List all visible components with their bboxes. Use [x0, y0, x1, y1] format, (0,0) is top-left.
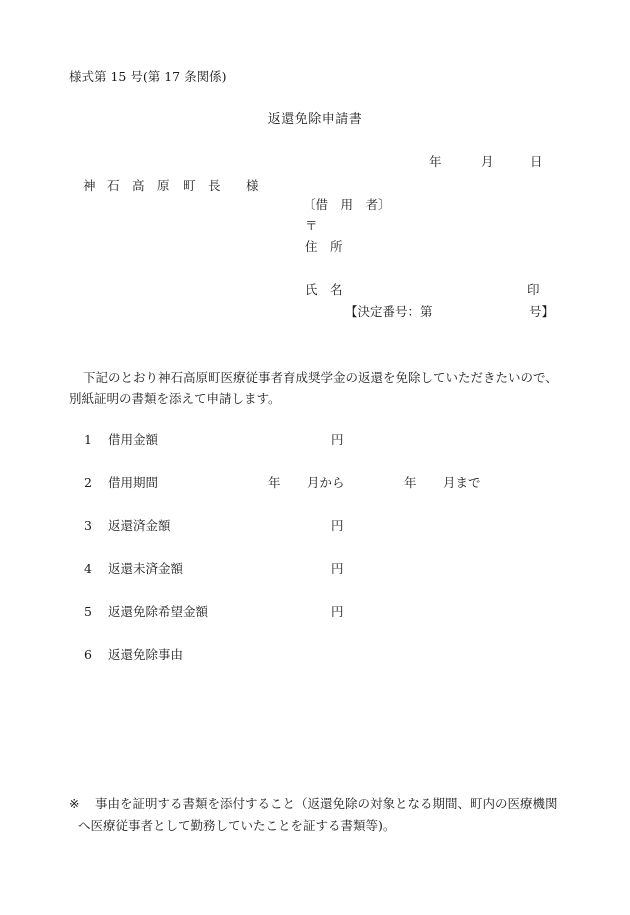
addressee-honorific: 様	[246, 178, 259, 193]
item-label-exemption-amount: 返還免除希望金額	[108, 604, 209, 619]
seal-mark: 印	[527, 282, 540, 297]
addressee	[83, 180, 259, 193]
note-text-line: へ医療従事者として勤務していたことを証する書類等)。	[78, 818, 396, 833]
postal-mark: 〒	[305, 218, 318, 233]
body-text-line: 下記のとおり神石高原町医療従事者育成奨学金の返還を免除していただきたいので、	[83, 370, 558, 385]
document-title: 返還免除申請書	[267, 112, 363, 127]
item-label-loan-period: 借用期間	[108, 475, 159, 490]
item-number: 5	[84, 604, 92, 619]
item-label-unpaid-amount: 返還未済金額	[108, 561, 184, 576]
addressee-char: 高	[132, 178, 145, 193]
item-label-exemption-reason: 返還免除事由	[108, 647, 184, 662]
decision-number-suffix: 号】	[529, 304, 555, 319]
period-to-year: 年	[404, 475, 417, 490]
borrower-label: 〔借 用 者〕	[303, 197, 391, 212]
item-number: 2	[84, 475, 92, 490]
body-text-line: 別紙証明の書類を添えて申請します。	[69, 391, 281, 406]
addressee-char: 長	[208, 178, 221, 193]
item-label-loan-amount: 借用金額	[108, 432, 159, 447]
item-unit-yen: 円	[331, 604, 344, 619]
form-number: 様式第 15 号(第 17 条関係)	[69, 69, 227, 84]
addressee-char: 神	[83, 178, 96, 193]
addressee-char: 町	[183, 178, 196, 193]
decision-number-label: 【決定番号：第	[345, 304, 433, 319]
item-unit-yen: 円	[331, 561, 344, 576]
period-from-year: 年	[268, 475, 281, 490]
item-number: 3	[84, 518, 92, 533]
item-number: 4	[84, 561, 92, 576]
item-unit-yen: 円	[331, 518, 344, 533]
period-from-month: 月から	[307, 475, 345, 490]
name-label: 氏 名	[305, 282, 343, 297]
note-text-line: 事由を証明する書類を添付すること（返還免除の対象となる期間、町内の医療機関	[95, 796, 558, 811]
date-year-label: 年	[429, 154, 442, 169]
date-month-label: 月	[481, 154, 494, 169]
period-to-month: 月まで	[443, 475, 481, 490]
addressee-char: 原	[157, 178, 170, 193]
note-mark: ※	[69, 796, 80, 811]
item-number: 1	[84, 432, 92, 447]
item-unit-yen: 円	[331, 432, 344, 447]
date-day-label: 日	[530, 154, 543, 169]
item-number: 6	[84, 647, 92, 662]
item-label-repaid-amount: 返還済金額	[108, 518, 171, 533]
address-label: 住 所	[305, 239, 343, 254]
addressee-char: 石	[107, 178, 120, 193]
